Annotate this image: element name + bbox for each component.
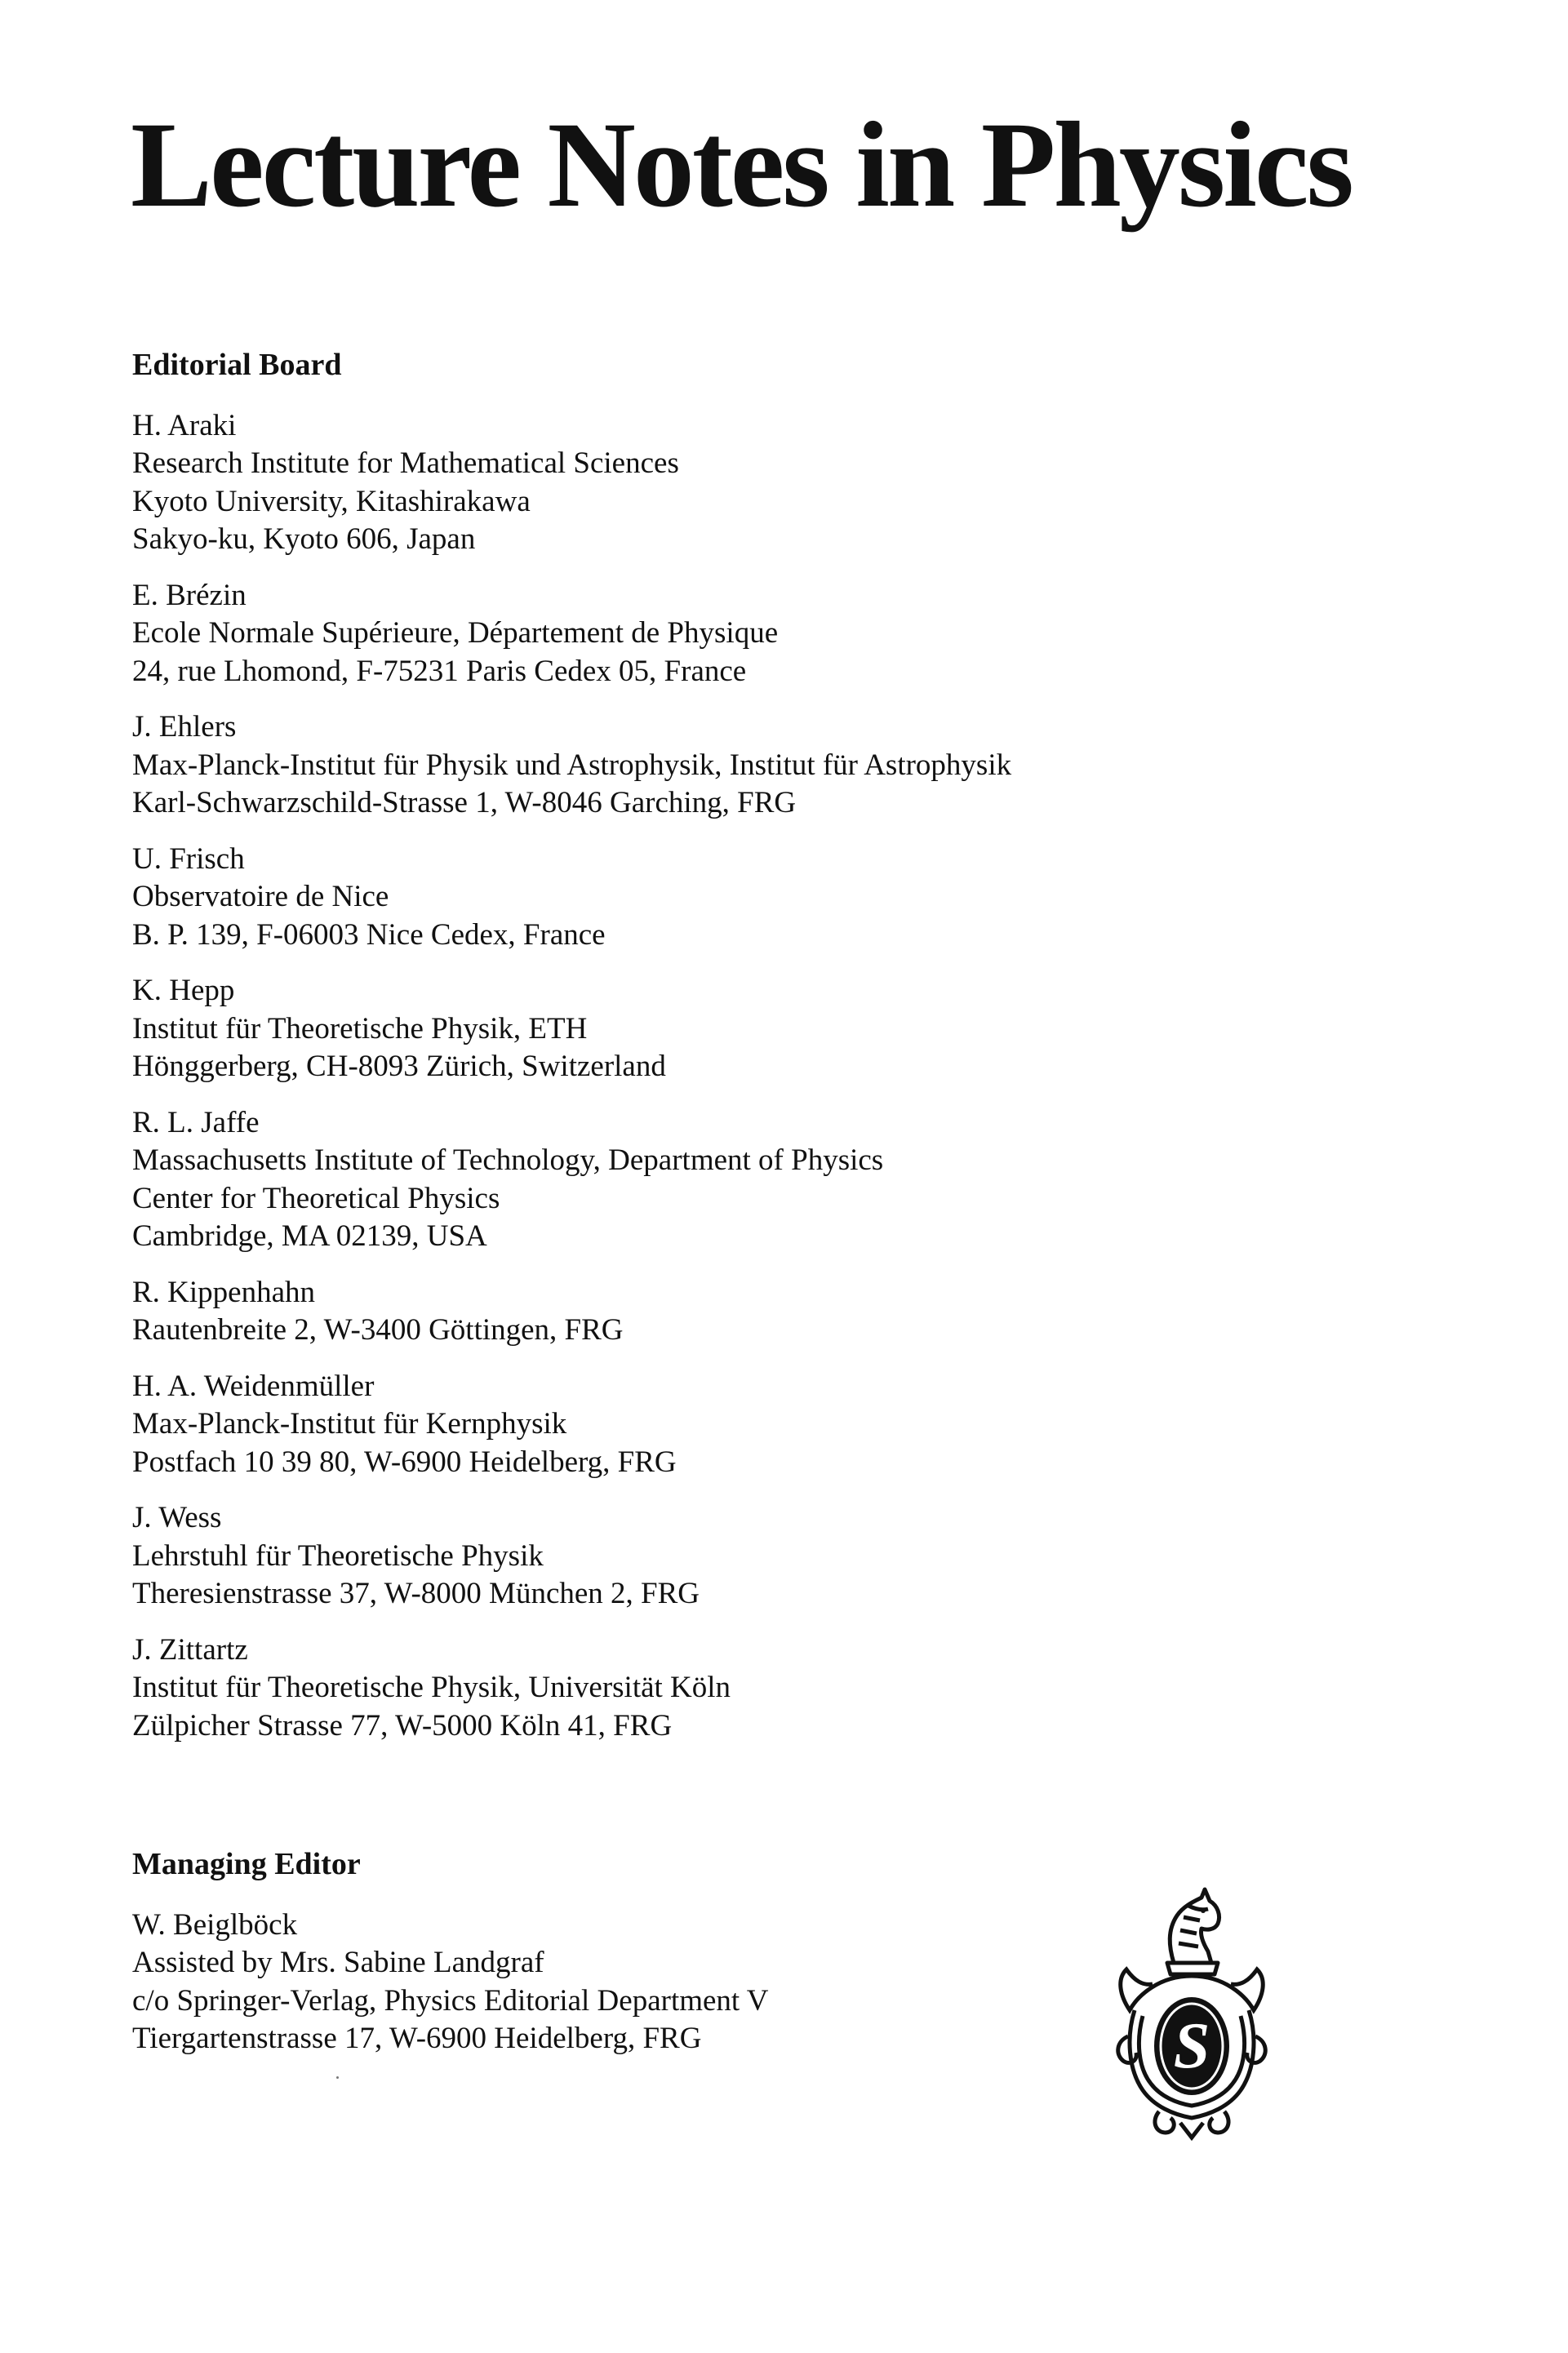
member-address-line: Rautenbreite 2, W-3400 Göttingen, FRG	[132, 1313, 624, 1347]
board-member-hepp	[132, 972, 1275, 1086]
managing-editor-heading: Managing Editor	[132, 1847, 361, 1881]
member-name: U. Frisch	[132, 841, 245, 876]
member-name: E. Brézin	[132, 578, 247, 612]
member-address-line: Center for Theoretical Physics	[132, 1181, 500, 1215]
board-member-brezin	[132, 577, 1275, 691]
member-address-line: Zülpicher Strasse 77, W-5000 Köln 41, FRG	[132, 1708, 673, 1743]
member-name: J. Wess	[132, 1501, 222, 1535]
member-address-line: Max-Planck-Institut für Physik und Astrophysik, Institut für Astrophysik	[132, 748, 1012, 782]
logo-monogram: S	[1173, 2010, 1210, 2082]
print-speck	[336, 2076, 339, 2079]
board-member-araki	[132, 407, 1275, 559]
member-address-line: Lehrstuhl für Theoretische Physik	[132, 1538, 544, 1573]
member-address-line: Institut für Theoretische Physik, Universität Köln	[132, 1671, 731, 1705]
managing-editor-entry	[132, 1907, 1112, 2058]
springer-knight-logo-icon	[1110, 1873, 1273, 2142]
member-address-line: Max-Planck-Institut für Kernphysik	[132, 1407, 567, 1441]
member-address-line: Sakyo-ku, Kyoto 606, Japan	[132, 522, 476, 557]
board-member-ehlers	[132, 708, 1275, 823]
series-title: Lecture Notes in Physics	[131, 97, 1352, 233]
member-name: K. Hepp	[132, 974, 235, 1008]
member-name: H. Araki	[132, 408, 237, 442]
editorial-board	[132, 347, 1275, 1763]
editorial-board-heading: Editorial Board	[132, 348, 342, 382]
member-address-line: Postfach 10 39 80, W-6900 Heidelberg, FRG	[132, 1445, 677, 1479]
board-member-wess	[132, 1499, 1275, 1614]
member-name: J. Ehlers	[132, 710, 237, 744]
member-address-line: Observatoire de Nice	[132, 880, 389, 914]
board-member-frisch	[132, 841, 1275, 955]
managing-editor-address-line: Assisted by Mrs. Sabine Landgraf	[132, 1946, 544, 1980]
member-address-line: Karl-Schwarzschild-Strasse 1, W-8046 Garching, FRG	[132, 786, 797, 820]
member-address-line: B. P. 139, F-06003 Nice Cedex, France	[132, 917, 606, 952]
member-address-line: 24, rue Lhomond, F-75231 Paris Cedex 05, France	[132, 654, 747, 688]
board-member-kippenhahn	[132, 1274, 1275, 1350]
member-address-line: Research Institute for Mathematical Sciences	[132, 446, 679, 481]
managing-editor-address-line: c/o Springer-Verlag, Physics Editorial Department V	[132, 1983, 769, 2018]
member-address-line: Institut für Theoretische Physik, ETH	[132, 1011, 588, 1046]
member-address-line: Hönggerberg, CH-8093 Zürich, Switzerland	[132, 1050, 666, 1084]
member-name: R. Kippenhahn	[132, 1275, 316, 1309]
member-address-line: Theresienstrasse 37, W-8000 München 2, FRG	[132, 1577, 700, 1611]
member-name: J. Zittartz	[132, 1632, 248, 1667]
member-name: R. L. Jaffe	[132, 1105, 260, 1139]
board-member-zittartz	[132, 1632, 1275, 1746]
board-member-weidenmuller	[132, 1368, 1275, 1482]
member-address-line: Massachusetts Institute of Technology, Department of Physics	[132, 1143, 884, 1178]
member-address-line: Kyoto University, Kitashirakawa	[132, 484, 531, 518]
member-name: H. A. Weidenmüller	[132, 1369, 375, 1403]
managing-editor-name: W. Beiglböck	[132, 1907, 298, 1942]
managing-editor-address-line: Tiergartenstrasse 17, W-6900 Heidelberg, FRG	[132, 2022, 702, 2056]
board-member-jaffe	[132, 1104, 1275, 1256]
managing-editor	[132, 1846, 1112, 2076]
member-address-line: Ecole Normale Supérieure, Département de Physique	[132, 616, 779, 650]
member-address-line: Cambridge, MA 02139, USA	[132, 1219, 487, 1254]
